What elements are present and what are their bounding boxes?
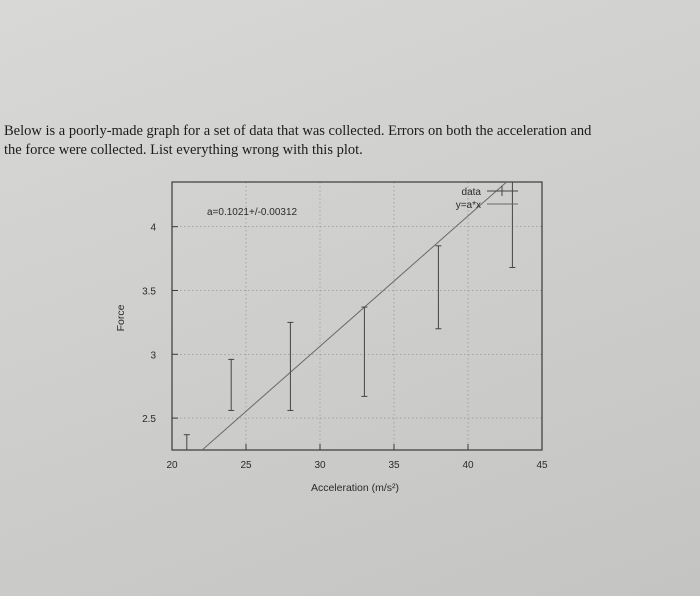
legend	[456, 186, 518, 211]
legend-label-fit: y=a*x	[455, 200, 481, 211]
data-point	[435, 246, 441, 329]
data-point	[361, 307, 367, 396]
x-tick-label: 20	[166, 460, 178, 471]
x-tick-label: 30	[314, 460, 326, 471]
x-tick-label: 40	[462, 460, 474, 471]
data-series	[184, 182, 516, 450]
fit-series	[202, 182, 506, 450]
y-tick-label: 2.5	[142, 414, 156, 426]
y-tick-label: 4	[150, 222, 156, 234]
data-point	[228, 359, 234, 410]
x-tick-label: 35	[388, 460, 400, 471]
x-tick-label: 45	[536, 460, 548, 471]
fit-parameter-annotation: a=0.1021+/-0.00312	[207, 207, 298, 218]
fit-line	[202, 182, 506, 450]
grid	[172, 182, 542, 450]
x-axis-label: Acceleration (m/s²)	[310, 482, 400, 494]
y-axis-label: Force	[115, 304, 127, 332]
question-line-1: Below is a poorly-made graph for a set of data that was collected. Errors on both the acceleration and	[4, 123, 592, 139]
x-tick-label: 25	[240, 460, 252, 471]
data-point	[287, 322, 293, 410]
y-tick-label: 3.5	[142, 286, 156, 298]
y-tick-label: 3	[150, 350, 156, 362]
data-point	[509, 182, 515, 268]
question-line-2: the force were collected. List everything wrong with this plot.	[4, 142, 363, 158]
plot-frame	[172, 182, 542, 450]
data-point	[184, 435, 190, 450]
axis-ticks	[142, 223, 548, 471]
legend-label-data: data	[461, 187, 481, 198]
